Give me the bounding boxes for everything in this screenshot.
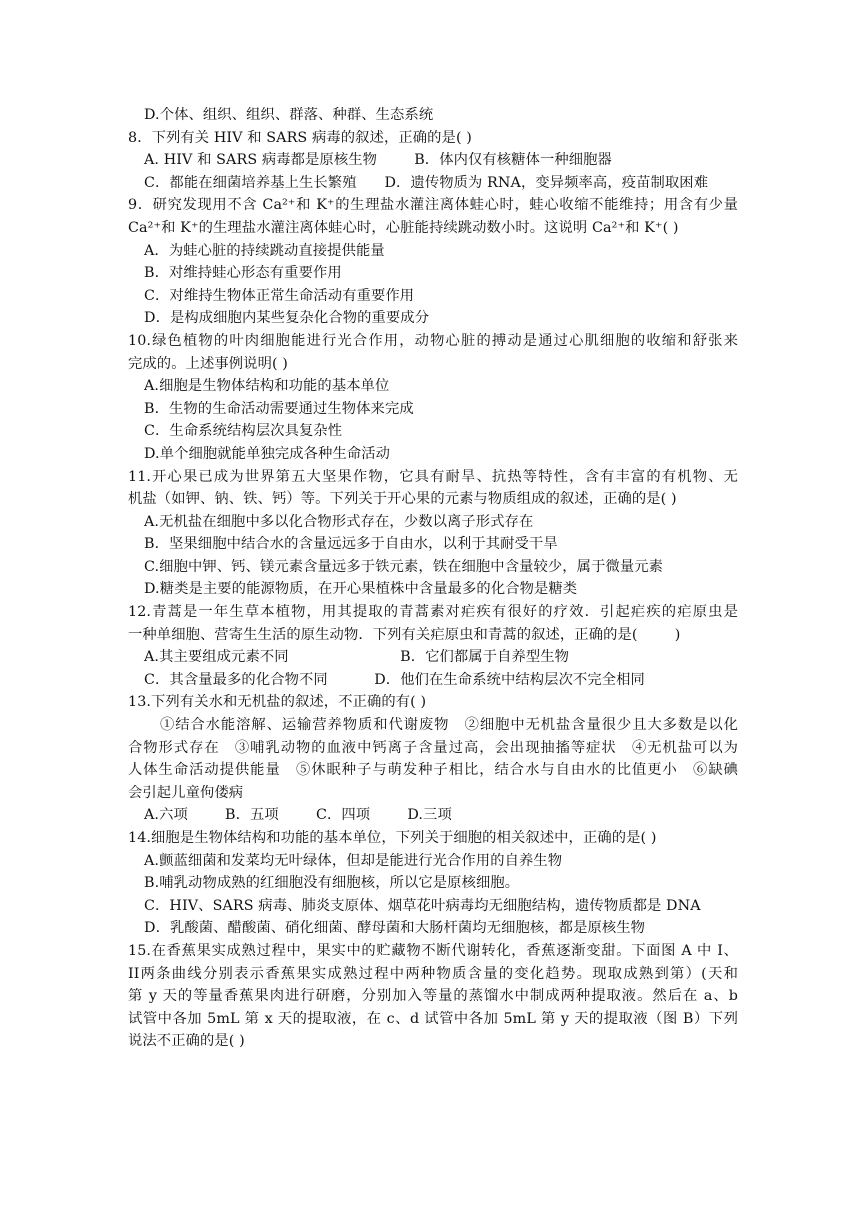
q15-stem-line1: 15.在香蕉果实成熟过程中，果实中的贮藏物不断代谢转化，香蕉逐渐变甜。下面图 A 中 I、	[128, 942, 738, 959]
q11-option-d: D.糖类是主要的能源物质，在开心果植株中含量最多的化合物是糖类	[144, 581, 578, 598]
q12-options-ab: A.其主要组成元素不同 B．它们都属于自养型生物	[144, 649, 570, 666]
q11-stem-line2: 机盐（如钾、钠、铁、钙）等。下列关于开心果的元素与物质组成的叙述，正确的是( )	[128, 491, 677, 508]
q11-stem-line1: 11.开心果已成为世界第五大坚果作物，它具有耐旱、抗热等特性，含有丰富的有机物、无	[128, 468, 738, 485]
q13-statements-line3: 人体生命活动提供能量 ⑤休眠种子与萌发种子相比，结合水与自由水的比值更小 ⑥缺碘	[128, 762, 738, 779]
q10-option-a: A.细胞是生物体结构和功能的基本单位	[144, 378, 390, 395]
q15-stem-line3: 第 y 天的等量香蕉果肉进行研磨，分别加入等量的蒸馏水中制成两种提取液。然后在 a、b	[128, 988, 738, 1005]
q11-option-b: B．坚果细胞中结合水的含量远远多于自由水，以利于其耐受干旱	[144, 536, 558, 553]
exam-page	[128, 104, 738, 1053]
q9-option-b: B．对维持蛙心形态有重要作用	[144, 265, 342, 282]
q10-option-c: C．生命系统结构层次具复杂性	[144, 423, 343, 440]
q9-option-a: A．为蛙心脏的持续跳动直接提供能量	[144, 242, 385, 259]
q11-option-c: C.细胞中钾、钙、镁元素含量远多于铁元素，铁在细胞中含量较少，属于微量元素	[144, 558, 664, 575]
q11-option-a: A.无机盐在细胞中多以化合物形式存在，少数以离子形式存在	[144, 513, 534, 530]
q9-stem-line1: 9．研究发现用不含 Ca²⁺和 K⁺的生理盐水灌注离体蛙心时，蛙心收缩不能维持；用含有少量	[128, 197, 738, 214]
q8-options-cd: C．都能在细菌培养基上生长繁殖 D．遗传物质为 RNA，变异频率高，疫苗制取困难	[144, 174, 709, 191]
q9-option-d: D．是构成细胞内某些复杂化合物的重要成分	[144, 310, 430, 327]
q13-stem: 13.下列有关水和无机盐的叙述，不正确的有( )	[128, 694, 427, 711]
q14-option-b: B.哺乳动物成熟的红细胞没有细胞核，所以它是原核细胞。	[144, 875, 520, 892]
q13-options: A.六项 B．五项 C．四项 D.三项	[144, 807, 452, 824]
q10-stem-line2: 完成的。上述事例说明( )	[128, 355, 288, 372]
q8-options-ab: A. HIV 和 SARS 病毒都是原核生物 B．体内仅有核糖体一种细胞器	[144, 152, 612, 169]
q14-option-a: A.颤蓝细菌和发菜均无叶绿体，但却是能进行光合作用的自养生物	[144, 852, 563, 869]
q10-option-d: D.单个细胞就能单独完成各种生命活动	[144, 445, 391, 462]
q9-stem-line2: Ca²⁺和 K⁺的生理盐水灌注离体蛙心时，心脏能持续跳动数小时。这说明 Ca²⁺和 K⁺( )	[128, 219, 679, 236]
q12-stem-line2: 一种单细胞、营寄生生活的原生动物．下列有关疟原虫和青蒿的叙述，正确的是( )	[128, 626, 681, 643]
q13-statements-line4: 会引起儿童佝偻病	[128, 784, 244, 801]
q14-stem: 14.细胞是生物体结构和功能的基本单位，下列关于细胞的相关叙述中，正确的是( )	[128, 830, 657, 846]
q8-stem: 8．下列有关 HIV 和 SARS 病毒的叙述，正确的是( )	[128, 129, 472, 146]
q7-option-d: D.个体、组织、组织、群落、种群、生态系统	[144, 107, 434, 123]
q12-options-cd: C．其含量最多的化合物不同 D．他们在生命系统中结构层次不完全相同	[144, 671, 645, 688]
q10-option-b: B．生物的生命活动需要通过生物体来完成	[144, 400, 414, 417]
q9-option-c: C．对维持生物体正常生命活动有重要作用	[144, 287, 415, 304]
q13-statements-line1: ①结合水能溶解、运输营养物质和代谢废物 ②细胞中无机盐含量很少且大多数是以化	[160, 717, 738, 734]
q10-stem-line1: 10.绿色植物的叶肉细胞能进行光合作用，动物心脏的搏动是通过心肌细胞的收缩和舒张来	[128, 332, 738, 349]
q15-stem-line5: 说法不正确的是( )	[128, 1033, 245, 1050]
q13-statements-line2: 合物形式存在 ③哺乳动物的血液中钙离子含量过高，会出现抽搐等症状 ④无机盐可以为	[128, 739, 738, 756]
q14-option-c: C．HIV、SARS 病毒、肺炎支原体、烟草花叶病毒均无细胞结构，遗传物质都是 DNA	[144, 897, 701, 914]
q12-stem-line1: 12.青蒿是一年生草本植物，用其提取的青蒿素对疟疾有很好的疗效．引起疟疾的疟原虫是	[128, 604, 738, 621]
q15-stem-line2: II两条曲线分别表示香蕉果实成熟过程中两种物质含量的变化趋势。现取成熟到第）(天和	[128, 965, 738, 982]
q14-option-d: D．乳酸菌、醋酸菌、硝化细菌、酵母菌和大肠杆菌均无细胞核，都是原核生物	[144, 920, 646, 937]
q15-stem-line4: 试管中各加 5mL 第 x 天的提取液，在 c、d 试管中各加 5mL 第 y 天的提取液（图 B）下列	[128, 1010, 738, 1027]
